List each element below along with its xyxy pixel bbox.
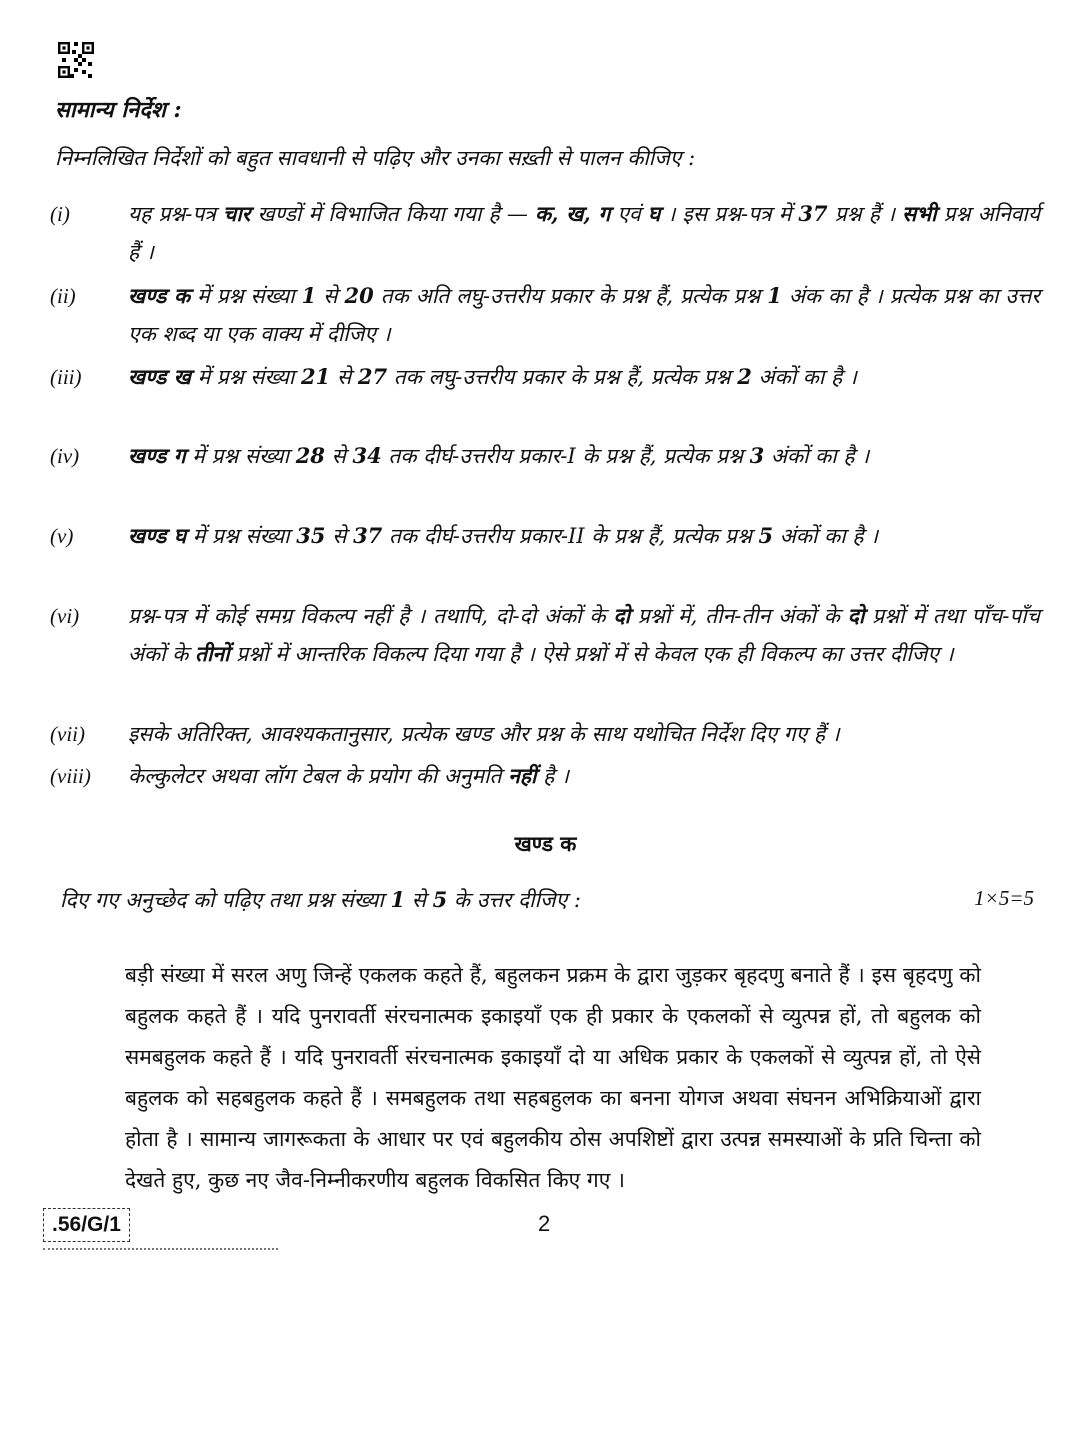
bold-text: 1 [390,887,406,912]
bold-text: तीनों [195,641,230,666]
instruction-item [50,517,1040,555]
instruction-text [128,757,1040,795]
passage-instruction [60,886,581,914]
instruction-number: (iii) [50,365,82,389]
instruction-number: (vii) [50,722,85,746]
general-instructions-heading: सामान्य निर्देश : [55,97,182,123]
text-run: प्रश्न-पत्र में कोई समग्र विकल्प नहीं है । तथापि, दो-दो अंकों के [128,604,614,628]
instruction-item [50,195,1040,271]
bold-text: खण्ड घ [128,523,187,548]
text-run: अंकों का है । [764,444,870,468]
bold-text: 37 [353,523,383,548]
text-run: दिए गए अनुच्छेद को पढ़िए तथा प्रश्न संख्या [60,888,391,912]
instruction-number: (i) [50,202,70,226]
bold-text: खण्ड क [128,283,191,308]
page-number: 2 [538,1211,551,1236]
text-run: तक लघु-उत्तरीय प्रकार के प्रश्न हैं, प्रत्येक प्रश्न [387,365,738,389]
text-run: तक दीर्घ-उत्तरीय प्रकार-II के प्रश्न हैं, प्रत्येक प्रश्न [382,524,759,548]
bold-text: 3 [749,443,765,468]
text-run: प्रश्न हैं । [827,202,903,226]
text-run: में प्रश्न संख्या [190,284,302,308]
text-run: यह प्रश्न-पत्र [128,202,224,226]
bold-text: 20 [344,283,374,308]
text-run: के उत्तर दीजिए : [447,888,581,912]
text-run: एवं [610,202,648,226]
bold-text: 35 [296,523,326,548]
passage-text: बड़ी संख्या में सरल अणु जिन्हें एकलक कहते हैं, बहुलकन प्रक्रम के द्वारा जुड़कर बृहदणु बनाते हैं । इस बृहदणु को बहुलक कहते हैं । यदि पुनरावर्ती संरचनात्मक इकाइयाँ एक ही प्रकार के एकलकों से व्युत्पन्न हों, तो बहुलक को समबहुलक कहते हैं । यदि पुनरावर्ती संरचनात्मक इकाइयाँ दो या अधिक प्रकार के एकलकों से व्युत्पन्न हों, तो ऐसे बहुलक को सहबहुलक कहते हैं । समबहुलक तथा सहबहुलक का बनना योगज अथवा संघनन अभिक्रियाओं द्वारा होता है । सामान्य जागरूकता के आधार पर एवं बहुलकीय ठोस अपशिष्टों द्वारा उत्पन्न समस्याओं के प्रति चिन्ता को देखते हुए, कुछ नए जैव-निम्नीकरणीय बहुलक विकसित किए गए । [125,963,981,1192]
instruction-text [128,597,1040,673]
instruction-item [50,277,1040,353]
bold-text: 37 [798,201,828,226]
instruction-item [50,757,1040,795]
text-run: इसके अतिरिक्त, आवश्यकतानुसार, प्रत्येक खण्ड और प्रश्न के साथ यथोचित निर्देश दिए गए हैं । [128,722,840,746]
bold-text: चार [223,201,251,226]
text-run: में प्रश्न संख्या [186,524,297,548]
bold-text: 5 [432,887,448,912]
bold-text: दो [847,603,865,628]
bold-text: खण्ड ग [128,443,186,468]
section-title: खण्ड क [514,831,577,856]
text-run: में प्रश्न संख्या [185,444,296,468]
bold-text: क, ख, ग [534,201,611,226]
bold-text: खण्ड ख [128,364,191,389]
qr-code-icon [58,42,94,78]
text-run: । इस प्रश्न-पत्र में [660,202,799,226]
instruction-text [128,277,1040,353]
instruction-text [128,195,1040,271]
bold-text: घ [647,201,661,226]
bold-text: 5 [758,523,774,548]
text-run: प्रश्नों में आन्तरिक विकल्प दिया गया है । ऐसे प्रश्नों में से केवल एक ही विकल्प का उत्तर दीजिए । [229,642,954,666]
text-run: से [316,284,345,308]
bold-text: 34 [352,443,382,468]
bold-text: 1 [301,283,317,308]
text-run: से [405,888,433,912]
instruction-number: (v) [50,524,74,548]
instructions-intro: निम्नलिखित निर्देशों को बहुत सावधानी से पढ़िए और उनका सख़्ती से पालन कीजिए : [55,146,696,170]
instruction-item [50,358,1040,396]
text-run: है । [536,764,569,788]
instruction-item [50,597,1040,673]
text-run: अंक का है । प्रत्येक प्रश्न का उत्तर एक शब्द या एक वाक्य में दीजिए । [128,284,1041,346]
footer-divider [43,1248,278,1250]
instruction-number: (iv) [50,444,80,468]
instruction-text [128,358,1040,396]
text-run: प्रश्नों में तथा पाँच-पाँच अंकों के [128,604,1041,666]
text-run: अंकों का है । [773,524,879,548]
bold-text: 1 [767,283,782,308]
instruction-number: (ii) [50,284,76,308]
paper-code: .56/G/1 [43,1208,130,1242]
text-run: से [324,444,353,468]
instruction-item [50,437,1040,475]
instruction-text [128,715,1040,753]
text-run: प्रश्न अनिवार्य हैं । [128,202,1041,264]
text-run: से [330,365,358,389]
instruction-number: (viii) [50,764,91,788]
marks-allocation: 1×5=5 [974,886,1034,910]
instruction-text [128,437,1040,475]
bold-text: दो [613,603,631,628]
text-run: केल्कुलेटर अथवा लॉग टेबल के प्रयोग की अनुमति [128,764,509,788]
text-run: अंकों का है । [751,365,857,389]
text-run: में प्रश्न संख्या [190,365,302,389]
text-run: तक दीर्घ-उत्तरीय प्रकार-I के प्रश्न हैं, प्रत्येक प्रश्न [381,444,750,468]
instruction-item [50,715,1040,753]
instruction-number: (vi) [50,604,80,628]
bold-text: 2 [737,364,752,389]
bold-text: 28 [295,443,325,468]
bold-text: नहीं [508,763,537,788]
bold-text: 27 [357,364,388,389]
text-run: प्रश्नों में, तीन-तीन अंकों के [630,604,848,628]
bold-text: 21 [301,364,331,389]
text-run: से [325,524,354,548]
bold-text: सभी [902,201,937,226]
instruction-text [128,517,1040,555]
text-run: खण्डों में विभाजित किया गया है — [250,202,535,226]
text-run: तक अति लघु-उत्तरीय प्रकार के प्रश्न हैं, प्रत्येक प्रश्न [373,284,768,308]
